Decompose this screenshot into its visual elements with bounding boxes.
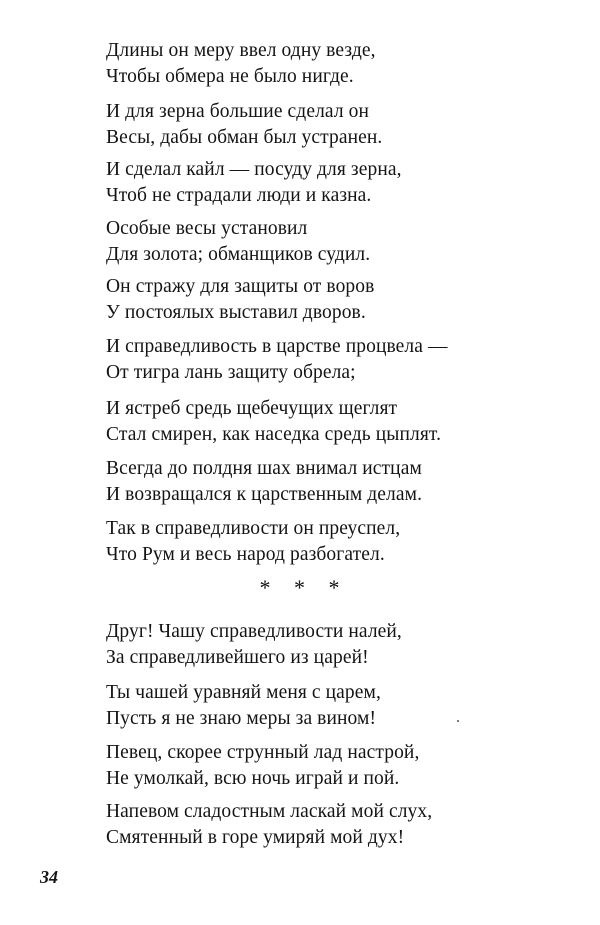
verse-line: Особые весы установил bbox=[106, 218, 308, 239]
stanza-13 bbox=[106, 799, 432, 851]
verse-line: Не умолкай, всю ночь играй и пой. bbox=[106, 768, 400, 789]
stanza-10 bbox=[106, 619, 402, 671]
stanza-11 bbox=[106, 680, 381, 732]
verse-line: У постоялых выставил дворов. bbox=[106, 302, 366, 323]
verse-line: За справедливейшего из царей! bbox=[106, 647, 369, 668]
verse-line: Певец, скорее струнный лад настрой, bbox=[106, 742, 420, 763]
verse-line: Напевом сладостным ласкай мой слух, bbox=[106, 801, 433, 822]
stanza-1 bbox=[106, 38, 376, 90]
verse-line: Чтоб не страдали люди и казна. bbox=[106, 185, 372, 206]
stanza-5 bbox=[106, 274, 374, 326]
verse-line: И сделал кайл — посуду для зерна, bbox=[106, 159, 402, 180]
verse-line: И для зерна большие сделал он bbox=[106, 101, 370, 122]
page-number: 34 bbox=[40, 867, 58, 887]
verse-line: Друг! Чашу справедливости налей, bbox=[106, 621, 402, 642]
verse-line: Для золота; обманщиков судил. bbox=[106, 244, 371, 265]
verse-line: И справедливость в царстве процвела — bbox=[106, 336, 448, 357]
verse-line: От тигра лань защиту обрела; bbox=[106, 362, 356, 383]
verse-line: Ты чашей уравняй меня с царем, bbox=[106, 682, 381, 703]
verse-line: Что Рум и весь народ разбогател. bbox=[106, 544, 385, 565]
verse-line: И возвращался к царственным делам. bbox=[106, 484, 423, 505]
print-speck bbox=[457, 720, 459, 722]
verse-line: Весы, дабы обман был устранен. bbox=[106, 127, 383, 148]
verse-line: Длины он меру ввел одну везде, bbox=[106, 40, 376, 61]
stanza-4 bbox=[106, 216, 370, 268]
verse-line: И ястреб средь щебечущих щеглят bbox=[106, 398, 398, 419]
verse-line: Всегда до полдня шах внимал истцам bbox=[106, 458, 422, 479]
stanza-6 bbox=[106, 334, 448, 386]
verse-line: Чтобы обмера не было нигде. bbox=[106, 66, 354, 87]
verse-line: Он стражу для защиты от воров bbox=[106, 276, 375, 297]
stanza-8 bbox=[106, 456, 422, 508]
section-separator: * * * bbox=[259, 575, 349, 600]
verse-line: Пусть я не знаю меры за вином! bbox=[106, 708, 377, 729]
stanza-3 bbox=[106, 157, 402, 209]
verse-line: Стал смирен, как наседка средь цыплят. bbox=[106, 424, 442, 445]
verse-line: Так в справедливости он преуспел, bbox=[106, 518, 401, 539]
stanza-12 bbox=[106, 740, 419, 792]
verse-line: Смятенный в горе умиряй мой дух! bbox=[106, 827, 405, 848]
stanza-7 bbox=[106, 396, 441, 448]
stanza-9 bbox=[106, 516, 400, 568]
stanza-2 bbox=[106, 99, 382, 151]
